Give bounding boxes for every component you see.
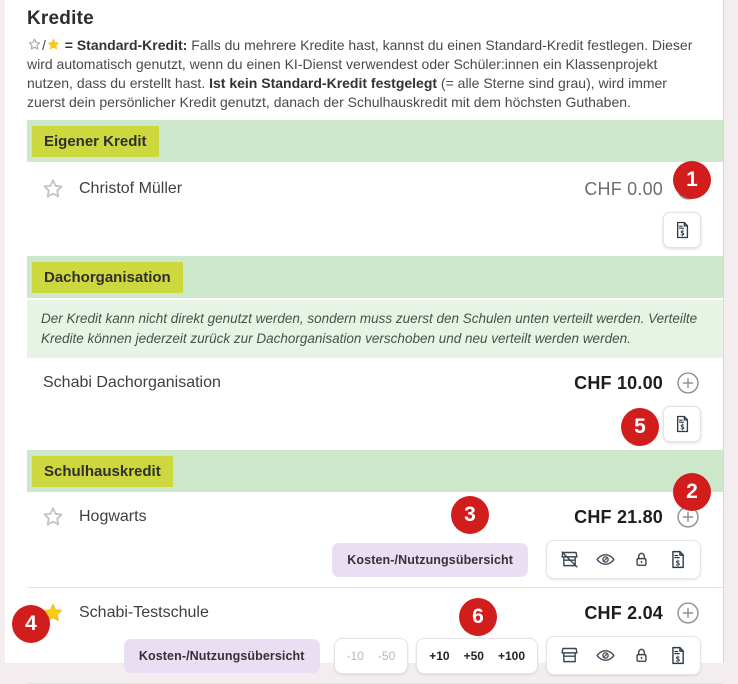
svg-text:$: $ — [675, 653, 681, 664]
visibility-button[interactable] — [595, 549, 616, 570]
svg-text:$: $ — [675, 557, 681, 568]
credit-row-own — [27, 162, 701, 212]
usage-overview-button[interactable]: Kosten-/Nutzungsübersicht — [332, 543, 528, 577]
credit-settings-group — [546, 540, 701, 579]
decrease-50-button[interactable]: -50 — [374, 648, 399, 664]
star-filled-icon — [46, 37, 61, 52]
invoice-button[interactable] — [663, 212, 701, 248]
default-credit-star-button[interactable] — [41, 177, 65, 201]
default-credit-star-button[interactable] — [41, 505, 65, 529]
invoice-button[interactable] — [667, 549, 688, 570]
receipt-dollar-icon — [672, 414, 692, 434]
testschule-actions — [27, 636, 701, 683]
umbrella-actions — [27, 406, 701, 450]
plus-circle-icon — [675, 600, 701, 626]
kredite-panel — [5, 0, 724, 663]
add-credit-button[interactable] — [675, 600, 701, 626]
svg-text:$: $ — [679, 228, 685, 238]
section-label: Schulhauskredit — [32, 456, 173, 487]
plus-circle-icon — [675, 370, 701, 396]
intro-text — [27, 36, 701, 112]
star-outline-icon — [27, 37, 42, 52]
credit-settings-group — [546, 636, 701, 675]
credit-row-hogwarts — [27, 492, 701, 540]
credit-name: Christof Müller — [79, 180, 183, 197]
store-slash-icon — [559, 549, 580, 570]
credit-row-umbrella — [27, 358, 701, 406]
invoice-button[interactable] — [663, 406, 701, 442]
increase-100-button[interactable]: +100 — [494, 648, 529, 664]
annotation-badge-5: 5 — [621, 408, 659, 446]
add-credit-button[interactable] — [675, 370, 701, 396]
hogwarts-actions — [27, 540, 701, 587]
credit-amount: CHF 2.04 — [584, 602, 663, 623]
decrease-10-button[interactable]: -10 — [343, 648, 368, 664]
own-credit-actions — [27, 212, 701, 256]
svg-text:$: $ — [679, 422, 685, 432]
credit-increase-group — [416, 638, 538, 674]
usage-overview-button[interactable]: Kosten-/Nutzungsübersicht — [124, 639, 320, 673]
lock-icon — [631, 549, 652, 570]
annotation-badge-2: 2 — [673, 473, 711, 511]
store-toggle-button[interactable] — [559, 549, 580, 570]
annotation-badge-6: 6 — [459, 598, 497, 636]
section-header-school — [27, 450, 723, 492]
lock-button[interactable] — [631, 549, 652, 570]
star-outline-icon — [41, 505, 65, 529]
section-label: Eigener Kredit — [32, 126, 159, 157]
section-header-own-credit — [27, 120, 723, 162]
eye-icon — [595, 549, 616, 570]
intro-star-separator: / — [42, 37, 46, 53]
intro-lead-bold: = Standard-Kredit: — [60, 37, 192, 53]
section-header-umbrella — [27, 256, 723, 298]
section-label: Dachorganisation — [32, 262, 183, 293]
intro-mid-bold: Ist kein Standard-Kredit festgelegt — [209, 75, 438, 91]
increase-10-button[interactable]: +10 — [425, 648, 453, 664]
credit-row-testschule — [27, 588, 701, 636]
intro-body-2: (= alle Sterne sind grau), wird immer zuerst dein persönlicher Kredit genutzt, danach der Schulhauskredit mit dem höchsten Guthaben. — [27, 75, 667, 110]
credit-amount: CHF 21.80 — [574, 506, 663, 527]
annotation-badge-3: 3 — [451, 496, 489, 534]
credit-name: Schabi-Testschule — [79, 604, 209, 621]
umbrella-note: Der Kredit kann nicht direkt genutzt werden, sondern muss zuerst den Schulen unten verteilt werden. Verteilte Kredite können jederzeit zurück zur Dachorganisation verschoben und neu verteilt werden werden. — [27, 300, 723, 358]
credit-amount: CHF 0.00 — [584, 178, 663, 199]
receipt-dollar-icon — [667, 549, 688, 570]
credit-decrease-group — [334, 638, 409, 674]
page-title: Kredite — [27, 8, 94, 29]
intro-body-1: Falls du mehrere Kredite hast, kannst du einen Standard-Kredit festlegen. Dieser wird automatisch genutzt, wenn du einen KI-Dienst verwendest oder Schüler:innen ein Klassenprojekt nutzen, dass du erstellt hast. — [27, 37, 693, 91]
annotation-badge-1: 1 — [673, 161, 711, 199]
receipt-dollar-icon — [672, 220, 692, 240]
credit-name: Hogwarts — [79, 508, 147, 525]
increase-50-button[interactable]: +50 — [460, 648, 488, 664]
star-outline-icon — [41, 177, 65, 201]
annotation-badge-4: 4 — [12, 605, 50, 643]
credit-name: Schabi Dachorganisation — [43, 374, 221, 391]
credit-amount: CHF 10.00 — [574, 372, 663, 393]
